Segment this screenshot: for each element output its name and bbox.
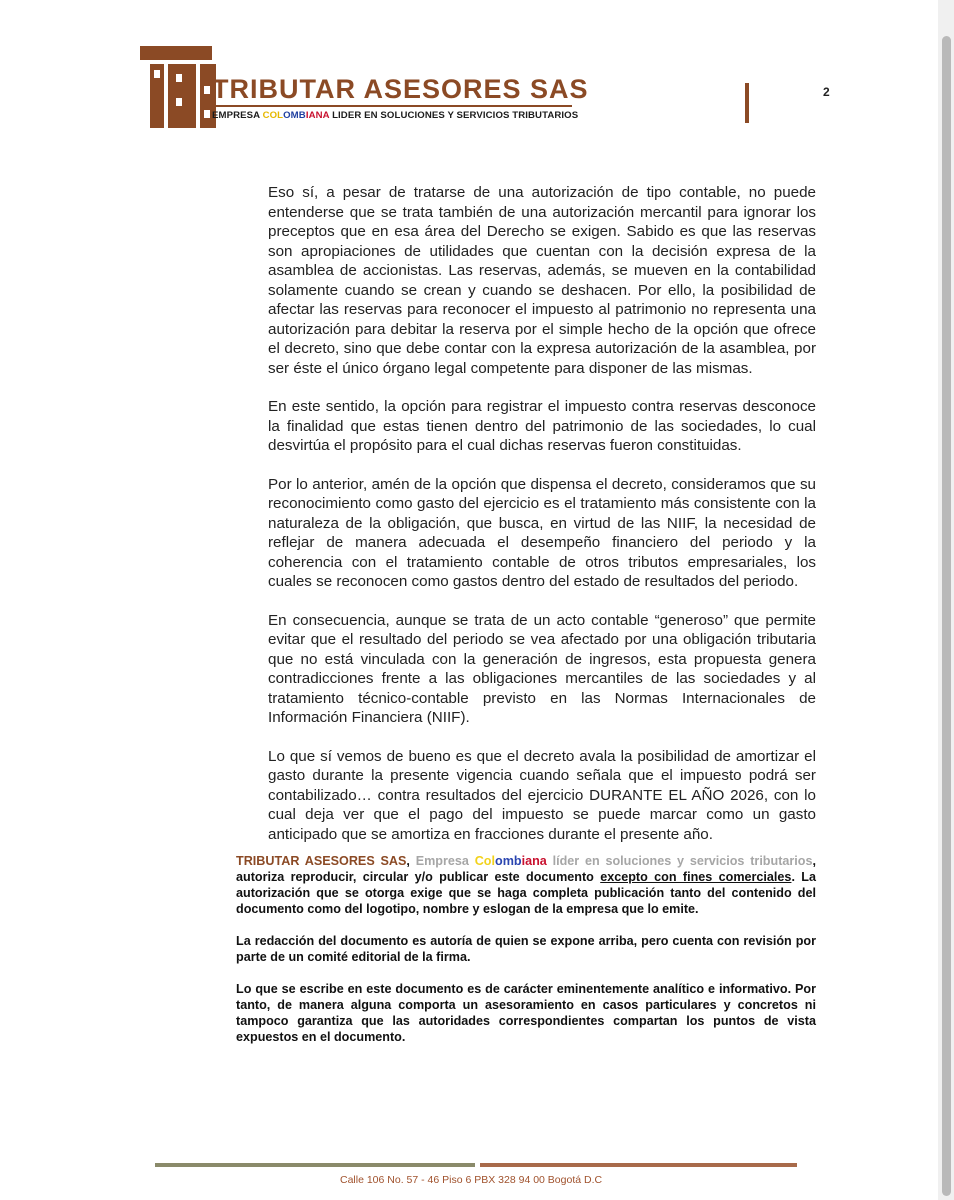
disclaimer-authorization: TRIBUTAR ASESORES SAS, Empresa Colombiana líder en soluciones y servicios tributarios, autoriza reproducir, circular y/o publicar este documento excepto con fines comerciales. La autorización que se otorga exige que se haga completa publicación tanto del contenido del documento como del logotipo, nombre y eslogan de la empresa que lo emite. [236,854,816,916]
body-paragraph: En este sentido, la opción para registrar el impuesto contra reservas desconoce la finalidad que estas tienen dentro del patrimonio de las sociedades, lo cual desvirtúa el propósito para el cual dichas reservas fueron constituidas. [268,398,816,454]
body-paragraph: Por lo anterior, amén de la opción que dispensa el decreto, consideramos que su reconocimiento como gasto del ejercicio es el tratamiento más consistente con la naturaleza de la obligación, que busca, en virtud de las NIIF, la necesidad de reflejar de manera adecuada el desempeño financiero del periodo y la coherencia con el tratamiento contable de otros tributos empresariales, los cuales se reconocen como gastos dentro del estado de resultados del periodo. [268,475,816,590]
header-underline [212,105,572,107]
company-tagline: EMPRESA COLOMBIANA LIDER EN SOLUCIONES Y SERVICIOS TRIBUTARIOS [212,110,579,121]
header-divider [745,83,749,123]
scrollbar-thumb[interactable] [942,36,951,1196]
document-body [268,183,816,863]
tributar-logo [140,46,216,128]
footer-line-right [480,1163,797,1167]
disclaimer-informative: Lo que se escribe en este documento es de carácter eminentemente analítico e informativo. Por tanto, de manera alguna comporta un asesoramiento en casos particulares y concretos ni tampoco garantiza que las autoridades correspondientes compartan los puntos de vista expuestos en el documento. [236,982,816,1044]
footer-address: Calle 106 No. 57 - 46 Piso 6 PBX 328 94 00 Bogotá D.C [340,1174,603,1186]
body-paragraph: En consecuencia, aunque se trata de un acto contable “generoso” que permite evitar que el resultado del periodo se vea afectado por una obligación tributaria que no está vinculada con la generación de ingresos, esta propuesta genera contradicciones frente a las obligaciones mercantiles de las sociedades y al tratamiento técnico-contable previsto en las Normas Internacionales de Información Financiera (NIIF). [268,611,816,726]
page-number: 2 [823,85,830,99]
company-name: TRIBUTAR ASESORES SAS [212,74,589,104]
scrollbar-track[interactable] [938,0,954,1200]
disclaimer-authorship: La redacción del documento es autoría de quien se expone arriba, pero cuenta con revisión por parte de un comité editorial de la firma. [236,934,816,964]
body-paragraph: Eso sí, a pesar de tratarse de una autorización de tipo contable, no puede entenderse que se trata también de una autorización mercantil para ignorar los preceptos que en esa área del Derecho se exigen. Sabido es que las reservas son apropiaciones de utilidades que cuentan con la decisión expresa de la asamblea de accionistas. Las reservas, además, se mueven en la contabilidad solamente cuando se crean y cuando se deshacen. Por ello, la posibilidad de afectar las reservas para reconocer el impuesto al patrimonio no representa una autorización para debitar la reserva por el simple hecho de la opción que ofrece el decreto, sino que debe contar con la expresa autorización de la asamblea, por ser éste el único órgano legal competente para disponer de las mismas. [268,184,816,377]
footer-line-left [155,1163,475,1167]
disclaimer [236,853,816,1061]
body-paragraph: Lo que sí vemos de bueno es que el decreto avala la posibilidad de amortizar el gasto durante la presente vigencia cuando señala que el impuesto podrá ser contabilizado… contra resultados del ejercicio DURANTE EL AÑO 2026, con lo cual deja ver que el pago del impuesto se puede marcar como un gasto anticipado que se amortiza en fracciones durante el presente año. [268,747,816,843]
